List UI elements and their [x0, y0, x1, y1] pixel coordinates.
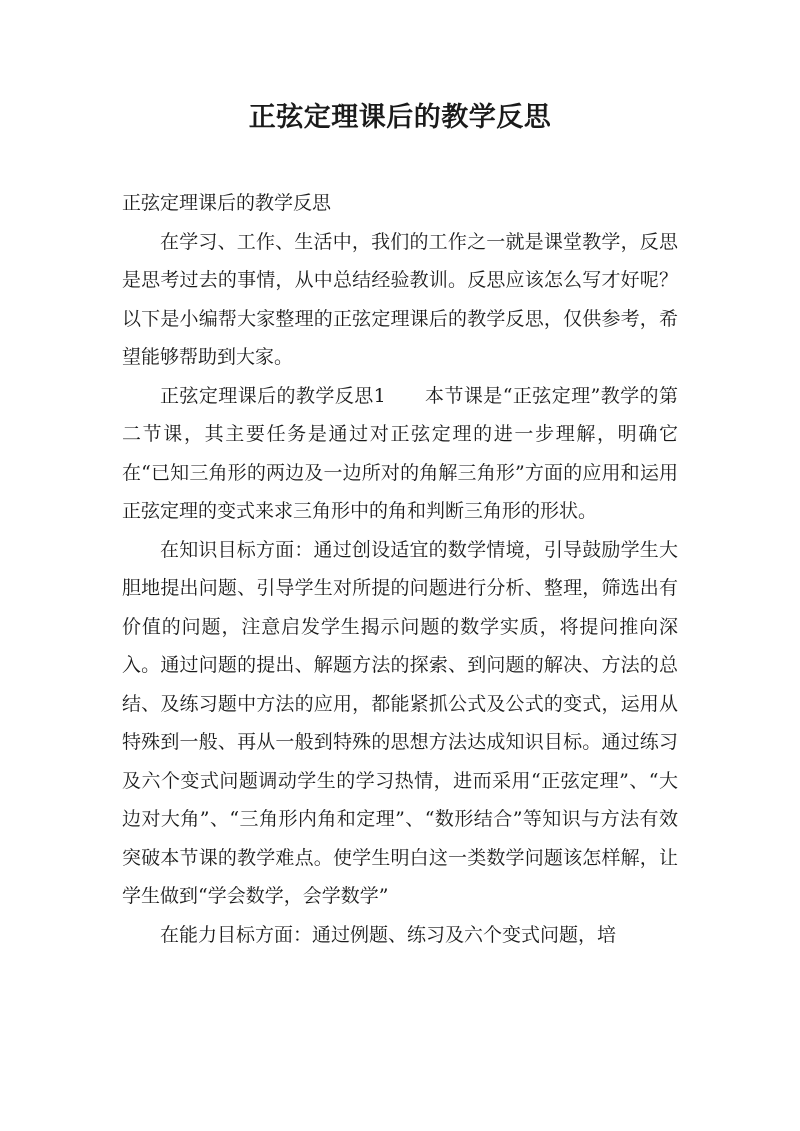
paragraph-ability-goals: 在能力目标方面：通过例题、练习及六个变式问题，培 — [160, 923, 617, 946]
document-title: 正弦定理课后的教学反思 — [248, 102, 552, 133]
document-subtitle: 正弦定理课后的教学反思 — [122, 192, 332, 214]
paragraph-reflection-1: 正弦定理课后的教学反思1 本节课是“正弦定理”教学的第二节课，其主要任务是通过对正弦定理的进一步理解，明确它在“已知三角形的两边及一边所对的角解三角形”方面的应用和运用正弦定理的变式来求三角形中的角和判断三角形的形状。 — [122, 384, 678, 522]
document-body — [122, 184, 678, 954]
paragraph-intro: 在学习、工作、生活中，我们的工作之一就是课堂教学，反思是思考过去的事情，从中总结经验教训。反思应该怎么写才好呢？以下是小编帮大家整理的正弦定理课后的教学反思，仅供参考，希望能够帮助到大家。 — [122, 230, 678, 368]
paragraph-knowledge-goals: 在知识目标方面：通过创设适宜的数学情境，引导鼓励学生大胆地提出问题、引导学生对所提的问题进行分析、整理，筛选出有价值的问题，注意启发学生揭示问题的数学实质，将提问推向深入。通过问题的提出、解题方法的探索、到问题的解决、方法的总结、及练习题中方法的应用，都能紧抓公式及公式的变式，运用从特殊到一般、再从一般到特殊的思想方法达成知识目标。通过练习及六个变式问题调动学生的学习热情，进而采用“正弦定理”、“大边对大角”、“三角形内角和定理”、“数形结合”等知识与方法有效突破本节课的教学难点。使学生明白这一类数学问题该怎样解，让学生做到“学会数学，会学数学” — [122, 538, 678, 907]
